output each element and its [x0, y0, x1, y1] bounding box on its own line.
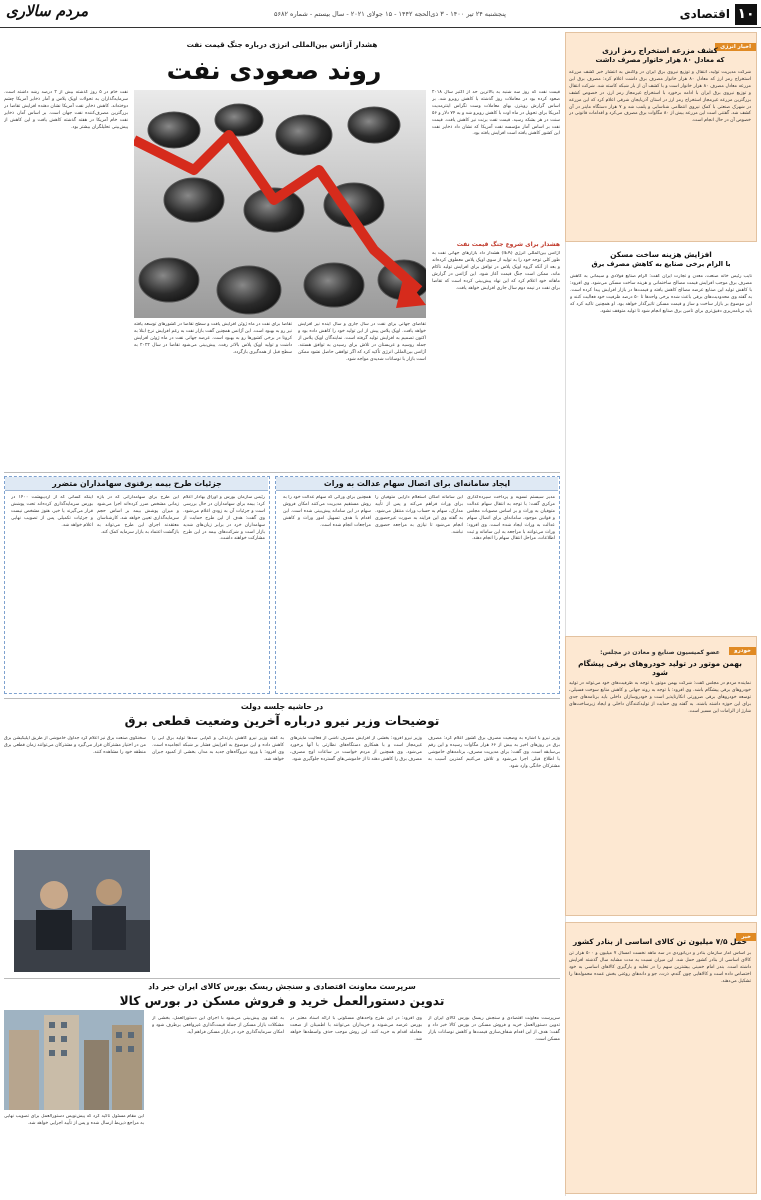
story-body: شرکت مدیریت تولید، انتقال و توزیع نیروی برق ایران در واکنش به انتشار خبر کشف مزرعه استخراج رمز ارز که معادل ۸۰ هزار خانوار مصرف برق داشت اعلام کرد: مصرف برق این مزرعه معادل مصرف ۸۰ هزار خانوار است و با کشف آن از بار شبکه کاسته شد. شرکت انتقال و توزیع نیروی برق ایران با ادامه برخورد با استخراج غیرمجاز رمز ارز، در خصوص کشف بزرگترین مزرعه غیرمجاز استخراج رمز ارز در استان آذربایجان شرقی اعلام کرد که این مزرعه در شهرک صنعتی با کمک نیروی انتظامی شناسایی و پلمب شد و ۷ هزار دستگاه ماینر در آن کشف شد. گفتنی است این مزرعه بیش از ۸۰ مگاوات برق مصرف می‌کرد و اقدامات قانونی در خصوص آن در حال انجام است.: [569, 70, 751, 124]
story-subtitle: با الزام برخی صنایع به کاهش مصرف برق: [591, 260, 731, 268]
sidebar-story-1: [565, 32, 757, 242]
sidebar-story-3: [565, 636, 757, 916]
section-tag: خودرو: [729, 647, 756, 655]
section-name: اقتصادی: [679, 7, 730, 21]
story-column-4: این مقام مسئول تاکید کرد که پیش‌نویس دستورالعمل برای تصویب نهایی به مراجع ذیربط ارسال شده و پس از تأیید اجرایی خواهد شد.: [4, 1114, 144, 1126]
equity-shares-box: [275, 476, 560, 694]
divider: [4, 978, 560, 979]
story-kicker: عضو کمیسیون صنایع و معادن در مجلس:: [600, 649, 720, 656]
box-title: ایجاد سامانه‌ای برای اتصال سهام عدالت به وراث: [323, 479, 511, 488]
box-title: جزئیات طرح بیمه برقنوی سهامداران متضرر: [52, 479, 222, 488]
minister-photo-illustration: [14, 850, 150, 972]
buildings-photo: [4, 1010, 144, 1110]
story-column-1: سرپرست معاونت اقتصادی و سنجش ریسک بورس کالای ایران از تدوین دستورالعمل خرید و فروش مسکن در بورس کالا خبر داد و گفت: هدف از این اقدام شفاف‌سازی قیمت‌ها و کاهش نوسانات بازار مسکن است.: [428, 1016, 560, 1042]
page-number-badge: ۱۰: [735, 4, 757, 25]
story-subtitle: که معادل ۸۰ هزار خانوار مصرف داشت: [595, 56, 725, 64]
sidebar: [565, 32, 757, 1196]
insurance-plan-box: [4, 476, 270, 694]
lead-column-2: تقاضای جهانی برای نفت در سال جاری و سال آینده نیز افزایش خواهد یافت. اوپک پلاس پیش از این تولید خود را کاهش داده بود و اکنون تصمیم به افزایش تولید گرفته است. نمایندگان اوپک پلاس از جمله روسیه و عربستان در تلاش برای رسیدن به توافق هستند. آژانس بین‌المللی انرژی تأکید کرد که اگر توافقی حاصل نشود ممکن است بازار با نوسانات شدیدی مواجه شود.: [298, 322, 426, 362]
story-column-3: به گفته وزیر نیرو کاهش بارندگی و کم‌آبی سدها تولید برق آبی را کاهش داده و این موضوع به افزایش فشار بر شبکه انجامیده است. وی افزود: با ورود نیروگاه‌های جدید به مدار، بخشی از کمبود جبران خواهد شد.: [152, 736, 284, 762]
story-body: نایب رئیس خانه صنعت، معدن و تجارت ایران گفت: الزام صنایع فولادی و سیمانی به کاهش مصرف برق موجب افزایش قیمت مصالح ساختمانی و هزینه ساخت مسکن می‌شود. وی افزود: با کاهش تولید این صنایع عرضه مصالح کاهش یافته و قیمت‌ها در بازار افزایش پیدا کرده است. به گفته وی محدودیت‌های برقی باعث شده برخی واحدها تا ۵۰ درصد ظرفیت خود فعالیت کنند و این موضوع بر بازار ساخت و ساز و قیمت مسکن تاثیرگذار خواهد بود. او همچنین تاکید کرد که باید برنامه‌ریزی دقیق‌تری برای تامین برق صنایع انجام شود تا تولید متوقف نشود.: [570, 274, 752, 314]
story-column-2: وزیر نیرو افزود: بخشی از افزایش مصرف ناشی از فعالیت ماینرهای غیرمجاز است و با همکاری دستگاه‌های نظارتی با آنها برخورد می‌شود. وی همچنین از مردم خواست در ساعات اوج مصرف، مصرف برق را کاهش دهند تا از خاموشی‌های گسترده جلوگیری شود.: [290, 736, 422, 762]
lead-column-3: تقاضا برای نفت در ماه ژوئن افزایش یافت و سطح تقاضا در کشورهای توسعه یافته نیز رو به بهبود است. این آژانس همچنین گفت بازار نفت به رغم افزایش نرخ ابتلا به کرونا در برخی کشورها رو به بهبود است. عرضه جهانی نفت در ماه ژوئن افزایش داشت و تولید اوپک پلاس بالاتر رفت. پیش‌بینی می‌شود تقاضا در سال ۲۰۲۲ به سطح قبل از همه‌گیری بازگردد.: [134, 322, 292, 355]
section-tag: اخبار انرژی: [715, 43, 756, 51]
story-title: افزایش هزینه ساخت مسکن: [610, 250, 712, 259]
oil-barrels-illustration: [134, 90, 426, 318]
dateline: پنجشنبه ۲۴ تیر ۱۴۰۰ - ۳ ذی‌الحجه ۱۴۴۲ - ۱۵ جولای ۲۰۲۱ - سال بیستم - شماره ۵۶۸۲: [274, 10, 506, 18]
box-column-1: مدیر سیستم تسویه و پرداخت سپرده‌گذاری مرکزی گفت: با توجه به انتقال سهام عدالت متوفیان به وراث و بر اساس مصوبات مجلس و قوانین موجود، سامانه‌ای برای اتصال سهام عدالت به وراث ایجاد شده است. وی افزود: وراث می‌توانند با مراجعه به این سامانه و ثبت اطلاعات، مراحل انتقال سهام را انجام دهند.: [467, 495, 555, 542]
lead-subhead: هشدار برای شروع جنگ قیمت نفت: [456, 241, 560, 248]
story-column-2: وی افزود: در این طرح واحدهای مسکونی با ارائه اسناد معتبر در بورس عرضه می‌شوند و خریداران می‌توانند با اطمینان از صحت معامله اقدام به خرید کنند. این روش موجب حذف واسطه‌ها خواهد شد.: [290, 1016, 422, 1042]
story-title: بهمن موتور در تولید خودروهای برقی پیشگام شود: [578, 659, 742, 677]
story-title: حمل ۷/۵ میلیون تن کالای اساسی از بنادر کشور: [573, 937, 747, 946]
box-column-2: این طرح برای سهامدارانی که در بازه زمانی مشخص ضرر کرده‌اند اجرا می‌شود و میزان پوشش بیمه بر اساس حجم سرمایه‌گذاری تعیین خواهد شد. کارشناسان معتقدند اجرای این طرح می‌تواند به بازگشت اعتماد به بازار سرمایه کمک کند.: [97, 495, 179, 535]
story-column-4: سخنگوی صنعت برق نیز اعلام کرد جداول خاموشی از طریق اپلیکیشن برق من در اختیار مشترکان قرار می‌گیرد و مشترکان می‌توانند زمان قطعی برق منطقه خود را مشاهده کنند.: [4, 736, 146, 755]
box-column-2: این سامانه امکان استعلام دارایی متوفیان را برای وراث فراهم می‌کند و پس از تأیید مدارک، سهام به حساب وراث منتقل می‌شود. به گفته وی این فرایند به صورت غیرحضوری انجام می‌شود تا نیازی به مراجعه حضوری نباشد.: [375, 495, 463, 535]
divider: [4, 698, 560, 699]
story-column-3: به گفته وی پیش‌بینی می‌شود با اجرای این دستورالعمل، بخشی از مشکلات بازار مسکن از جمله قیمت‌گذاری غیرواقعی برطرف شود و امکان سرمایه‌گذاری خرد در بازار مسکن فراهم آید.: [152, 1016, 284, 1035]
lead-story: [4, 32, 560, 470]
story-headline: تدوین دستورالعمل خرید و فروش مسکن در بورس کالا: [119, 994, 445, 1008]
lead-kicker: هشدار آژانس بین‌المللی انرژی درباره جنگ قیمت نفت: [186, 40, 378, 49]
story-body: نماینده مردم در مجلس گفت: شرکت بهمن موتور با توجه به ظرفیت‌های خود می‌تواند در تولید خودروهای برقی پیشگام باشد. وی افزود: با توجه به روند جهانی و کاهش منابع سوخت فسیلی، توسعه خودروهای برقی ضرورتی انکارناپذیر است و خودروسازان داخلی باید برنامه‌های جدی برای این حوزه داشته باشند. به گفته وی حمایت از تولیدکنندگان داخلی و ایجاد زیرساخت‌های شارژ از الزامات این مسیر است.: [569, 681, 751, 714]
lead-column-4: نفت خام در ۵ روز گذشته بیش از ۲ درصد رشد داشته است. سرمایه‌گذاران به تحولات اوپک پلاس و آمار ذخایر آمریکا چشم دوخته‌اند. کاهش ذخایر نفت آمریکا نشان دهنده افزایش تقاضا در بزرگترین مصرف‌کننده نفت جهان است. بر اساس آمار، ذخایر نفت خام آمریکا در هفته گذشته کاهش یافت و این کاهش از پیش‌بینی تحلیلگران بیشتر بود.: [4, 90, 128, 130]
housing-story: [4, 980, 560, 1194]
divider: [4, 472, 560, 473]
masthead-logo: مردم سالاری: [6, 2, 89, 20]
story-column-1: وزیر نیرو با اشاره به وضعیت مصرف برق کشور اعلام کرد: مصرف برق در روزهای اخیر به بیش از ۶۶ هزار مگاوات رسیده و این رقم بی‌سابقه است. وی گفت: برای مدیریت مصرف، برنامه‌های خاموشی با اطلاع قبلی اجرا می‌شود و تلاش می‌کنیم کمترین آسیب به مشترکان خانگی وارد شود.: [428, 736, 560, 769]
box-column-1: رئیس سازمان بورس و اوراق بهادار اعلام کرد: بیمه برای سهامداران در حال بررسی است و جزئیات آن به زودی اعلام می‌شود. وی گفت: هدف از این طرح حمایت از سهامداران خرد در برابر زیان‌های شدید بازار است و شرکت‌های بیمه در این طرح مشارکت خواهند داشت.: [183, 495, 265, 542]
lead-headline: روند صعودی نفت: [166, 56, 382, 85]
story-kicker: سرپرست معاونت اقتصادی و سنجش ریسک بورس کالای ایران خبر داد: [148, 982, 416, 991]
box-column-3: همچنین برای وراثی که سهام عدالت خود را به روش مستقیم مدیریت می‌کنند امکان فروش سهام در این سامانه پیش‌بینی شده است. این اقدام با هدف تسهیل امور وراث و کاهش مراجعات انجام شده است.: [283, 495, 371, 528]
story-body: بر اساس آمار سازمان بنادر و دریانوردی در سه ماهه نخست امسال ۷ میلیون و ۵۰۰ هزار تن کالای اساسی از بنادر کشور حمل شد. این میزان نسبت به مدت مشابه سال گذشته افزایش داشته است. بندر امام خمینی بیشترین سهم را در تخلیه و بارگیری کالاهای اساسی به خود اختصاص داده است و کالاهایی چون گندم، ذرت، جو و دانه‌های روغنی بخش عمده محموله‌ها را تشکیل می‌دهند.: [569, 951, 751, 984]
minister-photo: [14, 850, 150, 972]
buildings-illustration: [4, 1010, 144, 1110]
sidebar-story-4: [565, 922, 757, 1194]
lead-column-1: قیمت نفت که روز سه شنبه به بالاترین حد از اکتبر سال ۲۰۱۸ صعود کرده بود در معاملات روز گذشته با کاهش روبرو شد. بر اساس گزارش رویترز، بهای معاملات وست تگزاس اینترمدیت آمریکا برای تحویل در ماه اوت با کاهش روبرو شد و به ۷۴ دلار و ۵۶ سنت در هر بشکه رسید. قیمت نفت برنت نیز کاهش یافت. قیمت نفت بر اساس آمار مؤسسه نفت آمریکا که نشان داد ذخایر نفت این کشور کاهش یافته است افزایش یافته بود.: [432, 90, 560, 137]
story-kicker: در حاشیه جلسه دولت: [240, 702, 324, 711]
page-header: [0, 0, 761, 28]
story-title: کشف مزرعه استخراج رمز ارزی: [602, 46, 718, 55]
minister-story: [4, 700, 560, 975]
box-column-3: اینکه کسانی که از اردیبهشت ۱۴۰۰ در بورس سرمایه‌گذاری کرده‌اند تحت پوشش قرار می‌گیرند یا خیر، هنوز مشخص نیست و جزئیات تکمیلی پس از تصویب نهایی اعلام خواهد شد.: [11, 495, 93, 528]
lead-column-1b: آژانس بین‌المللی انرژی (IEA) هشدار داد بازارهای جهانی نفت به طور کلی توجه خود را به تولید از سوی اوپک پلاس معطوف کرده‌اند و بعد از آنکه گروه اوپک پلاس در توافق برای افزایش تولید ناکام ماند، ممکن است جنگ قیمت آغاز شود. این آژانس در گزارش ماهانه خود اعلام کرد که این نهاد پیش‌بینی کرده است که تقاضا برای نفت در نیمه دوم سال جاری افزایش خواهد یافت.: [432, 251, 560, 291]
sidebar-story-2: [565, 246, 757, 631]
oil-barrels-photo: [134, 90, 426, 318]
story-headline: توضیحات وزیر نیرو درباره آخرین وضعیت قطعی برق: [124, 714, 440, 728]
section-tag: خبر: [736, 933, 756, 941]
